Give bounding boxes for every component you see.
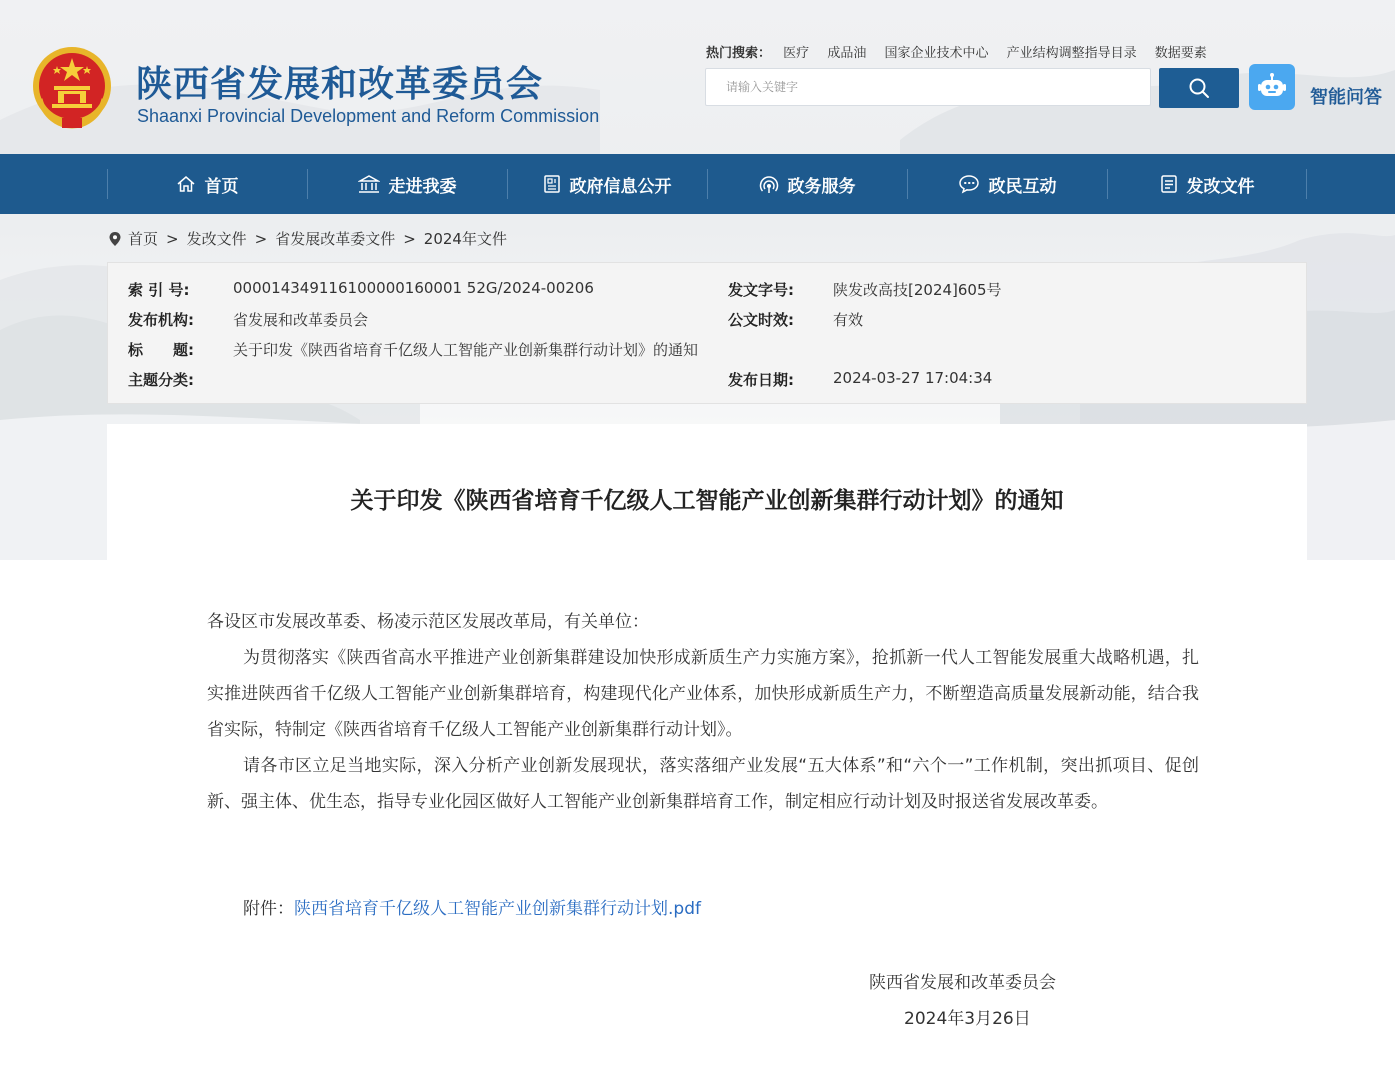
document-title: 关于印发《陕西省培育千亿级人工智能产业创新集群行动计划》的通知 — [350, 488, 1064, 514]
attachment-link[interactable]: 陕西省培育千亿级人工智能产业创新集群行动计划.pdf — [294, 899, 701, 919]
breadcrumb-item[interactable]: 省发展改革委文件 — [275, 230, 396, 248]
info-icon — [543, 174, 561, 194]
signature-date: 2024年3月26日 — [904, 1009, 1031, 1029]
body-paragraph: 请各市区立足当地实际，深入分析产业创新发展现状，落实落细产业发展“五大体系”和“六个一”工作机制，突出抓项目、促创新、强主体、优生态，指导专业化园区做好人工智能产业创新集群培育工作，制定相应行动计划及时报送省发展改革委。 — [207, 756, 1199, 812]
nav-label: 政府信息公开 — [569, 176, 672, 197]
breadcrumb-item-home[interactable]: 首页 — [128, 230, 159, 248]
hot-search-label: 热门搜索： — [706, 46, 772, 61]
national-emblem-logo — [30, 44, 114, 130]
breadcrumb-separator: > — [403, 229, 416, 248]
meta-docno-value: 陕发改高技[2024]605号 — [833, 281, 1002, 299]
ai-assistant-label[interactable]: 智能问答 — [1310, 87, 1382, 108]
signature-org: 陕西省发展和改革委员会 — [869, 973, 1056, 993]
meta-topic-label: 主题分类: — [128, 371, 194, 389]
nav-item-home[interactable] — [107, 154, 307, 214]
nav-item-interaction[interactable] — [907, 154, 1107, 214]
chat-icon — [958, 174, 980, 194]
hot-keyword[interactable]: 国家企业技术中心 — [884, 46, 989, 61]
document-content — [107, 424, 1307, 1074]
nav-item-about[interactable] — [307, 154, 507, 214]
breadcrumb-separator: > — [166, 229, 179, 248]
nav-label: 首页 — [204, 176, 239, 197]
meta-title-value: 关于印发《陕西省培育千亿级人工智能产业创新集群行动计划》的通知 — [233, 341, 699, 359]
meta-title-label: 标 题: — [128, 341, 194, 359]
nav-label: 政民互动 — [988, 176, 1057, 197]
nav-label: 发改文件 — [1186, 176, 1255, 197]
document-icon — [1160, 174, 1178, 194]
search-input[interactable] — [705, 68, 1151, 106]
nav-item-info[interactable] — [507, 154, 707, 214]
hot-keyword[interactable]: 数据要素 — [1154, 46, 1207, 61]
hot-search — [706, 42, 1221, 61]
building-icon — [358, 174, 380, 194]
site-title-cn: 陕西省发展和改革委员会 — [136, 64, 544, 105]
meta-index-value: 000014349116100000160001 52G/2024-00206 — [233, 279, 594, 297]
breadcrumb-item[interactable]: 发改文件 — [186, 230, 247, 248]
site-header — [0, 0, 1395, 154]
home-icon — [176, 174, 196, 194]
nav-label: 政务服务 — [787, 176, 856, 197]
breadcrumb — [108, 228, 507, 249]
meta-docno-label: 发文字号: — [728, 281, 794, 299]
hot-keyword[interactable]: 成品油 — [827, 46, 867, 61]
meta-date-value: 2024-03-27 17:04:34 — [833, 369, 993, 387]
attachment — [243, 894, 701, 919]
robot-icon — [1257, 72, 1287, 102]
search-icon — [1188, 77, 1210, 99]
meta-index-label: 索 引 号: — [128, 281, 190, 299]
body-paragraph: 为贯彻落实《陕西省高水平推进产业创新集群建设加快形成新质生产力实施方案》，抢抓新一代人工智能发展重大战略机遇，扎实推进陕西省千亿级人工智能产业创新集群培育，构建现代化产业体系，加快形成新质生产力，不断塑造高质量发展新动能，结合我省实际，特制定《陕西省培育千亿级人工智能产业创新集群行动计划》。 — [207, 648, 1199, 740]
meta-date-label: 发布日期: — [728, 371, 794, 389]
meta-validity-label: 公文时效: — [728, 311, 794, 329]
hot-keyword[interactable]: 医疗 — [783, 46, 810, 61]
nav-item-service[interactable] — [707, 154, 907, 214]
nav-label: 走进我委 — [388, 176, 457, 197]
attachment-label: 附件： — [243, 899, 294, 919]
main-nav — [0, 154, 1395, 214]
document-body — [207, 604, 1199, 820]
salutation: 各设区市发展改革委、杨凌示范区发展改革局，有关单位： — [207, 612, 649, 632]
document-meta-panel — [107, 262, 1307, 404]
nav-item-documents[interactable] — [1107, 154, 1307, 214]
hot-keyword[interactable]: 产业结构调整指导目录 — [1006, 46, 1137, 61]
signal-icon — [759, 174, 779, 194]
location-pin-icon — [108, 231, 122, 247]
breadcrumb-item-current[interactable]: 2024年文件 — [423, 230, 507, 248]
meta-org-value: 省发展和改革委员会 — [233, 311, 369, 329]
breadcrumb-separator: > — [254, 229, 268, 248]
ai-assistant-button[interactable] — [1249, 64, 1295, 110]
site-title-en: Shaanxi Provincial Development and Reform Commission — [137, 106, 600, 126]
search-button[interactable] — [1159, 68, 1239, 108]
meta-org-label: 发布机构: — [128, 311, 194, 329]
meta-validity-value: 有效 — [833, 311, 864, 329]
